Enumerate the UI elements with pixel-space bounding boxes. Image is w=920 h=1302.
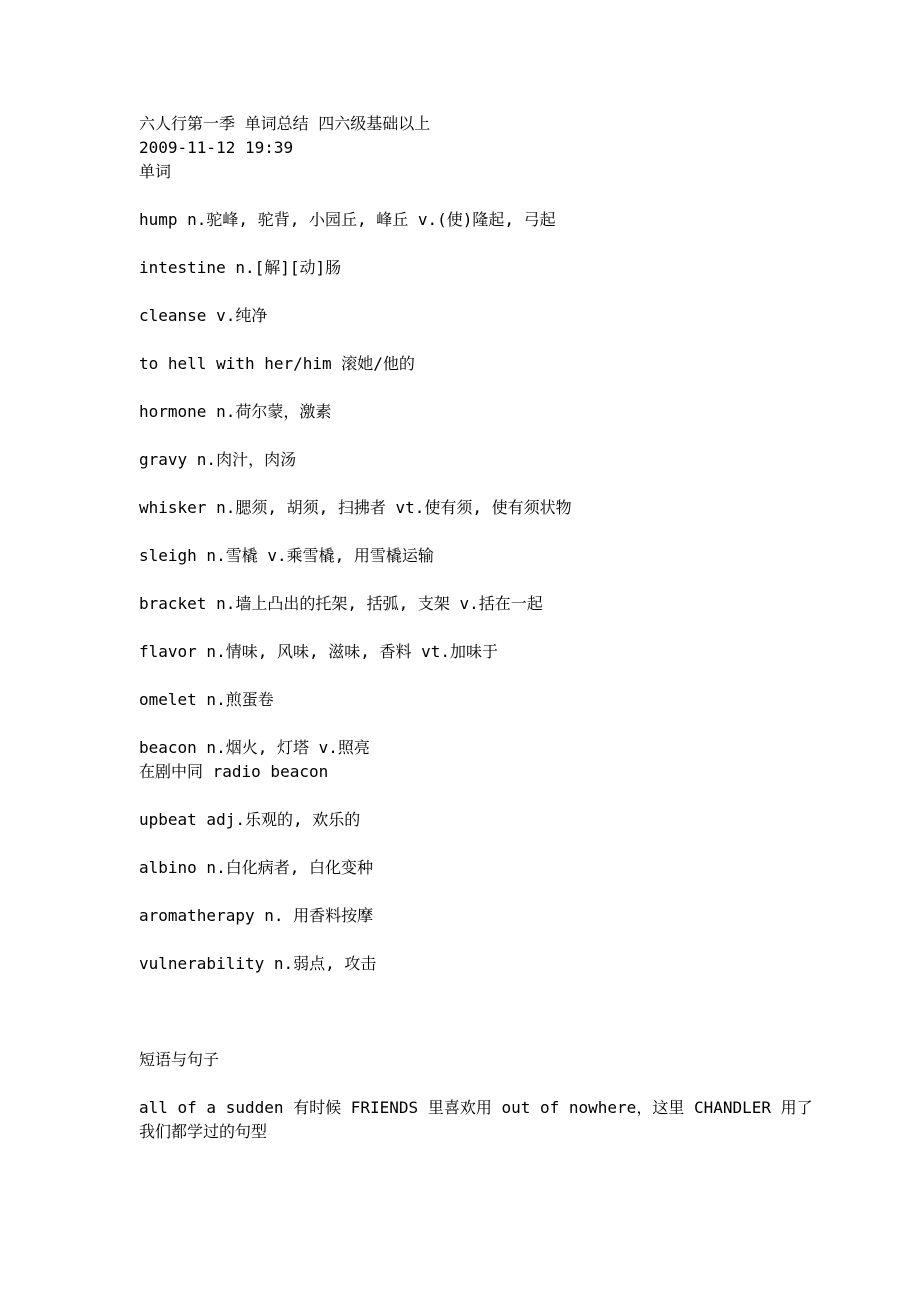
word-entry — [139, 400, 819, 424]
word-definition: cleanse v.纯净 — [139, 306, 268, 325]
word-entry — [139, 496, 819, 520]
word-note: 在剧中同 radio beacon — [139, 762, 329, 781]
word-entry — [139, 352, 819, 376]
word-definition: gravy n.肉汁，肉汤 — [139, 450, 297, 469]
word-entry — [139, 304, 819, 328]
word-definition: flavor n.情味, 风味, 滋味, 香料 vt.加味于 — [139, 642, 499, 661]
word-definition: aromatherapy n. 用香料按摩 — [139, 906, 374, 925]
word-entry — [139, 592, 819, 616]
word-definition: albino n.白化病者, 白化变种 — [139, 858, 373, 877]
word-definition: sleigh n.雪橇 v.乘雪橇, 用雪橇运输 — [139, 546, 434, 565]
document-date: 2009-11-12 19:39 — [139, 138, 294, 157]
word-definition: hormone n.荷尔蒙，激素 — [139, 402, 332, 421]
word-definition: whisker n.腮须, 胡须, 扫拂者 vt.使有须, 使有须状物 — [139, 498, 572, 517]
word-definition: bracket n.墙上凸出的托架, 括弧, 支架 v.括在一起 — [139, 594, 543, 613]
word-entry — [139, 904, 819, 928]
word-entry — [139, 640, 819, 664]
word-entry — [139, 736, 819, 784]
document-page — [139, 112, 819, 1144]
word-entry — [139, 448, 819, 472]
word-entry — [139, 688, 819, 712]
word-entry — [139, 208, 819, 232]
word-definition: hump n.驼峰, 驼背, 小园丘, 峰丘 v.(使)隆起, 弓起 — [139, 210, 556, 229]
word-definition: vulnerability n.弱点, 攻击 — [139, 954, 377, 973]
word-entry — [139, 544, 819, 568]
word-definition: omelet n.煎蛋卷 — [139, 690, 274, 709]
section-heading-phrases: 短语与句子 — [139, 1050, 220, 1069]
word-entry — [139, 808, 819, 832]
word-definition: intestine n.[解][动]肠 — [139, 258, 342, 277]
word-list — [139, 208, 819, 976]
document-title: 六人行第一季 单词总结 四六级基础以上 — [139, 114, 431, 133]
word-entry — [139, 952, 819, 976]
section-heading-words: 单词 — [139, 162, 172, 181]
word-entry — [139, 256, 819, 280]
word-entry — [139, 856, 819, 880]
word-definition: upbeat adj.乐观的, 欢乐的 — [139, 810, 361, 829]
spacer — [139, 184, 819, 208]
word-definition: to hell with her/him 滚她/他的 — [139, 354, 415, 373]
phrase-paragraph: all of a sudden 有时候 FRIENDS 里喜欢用 out of nowhere，这里 CHANDLER 用了我们都学过的句型 — [139, 1098, 813, 1141]
spacer — [139, 976, 819, 1048]
spacer — [139, 1072, 819, 1096]
word-definition: beacon n.烟火, 灯塔 v.照亮 — [139, 738, 370, 757]
